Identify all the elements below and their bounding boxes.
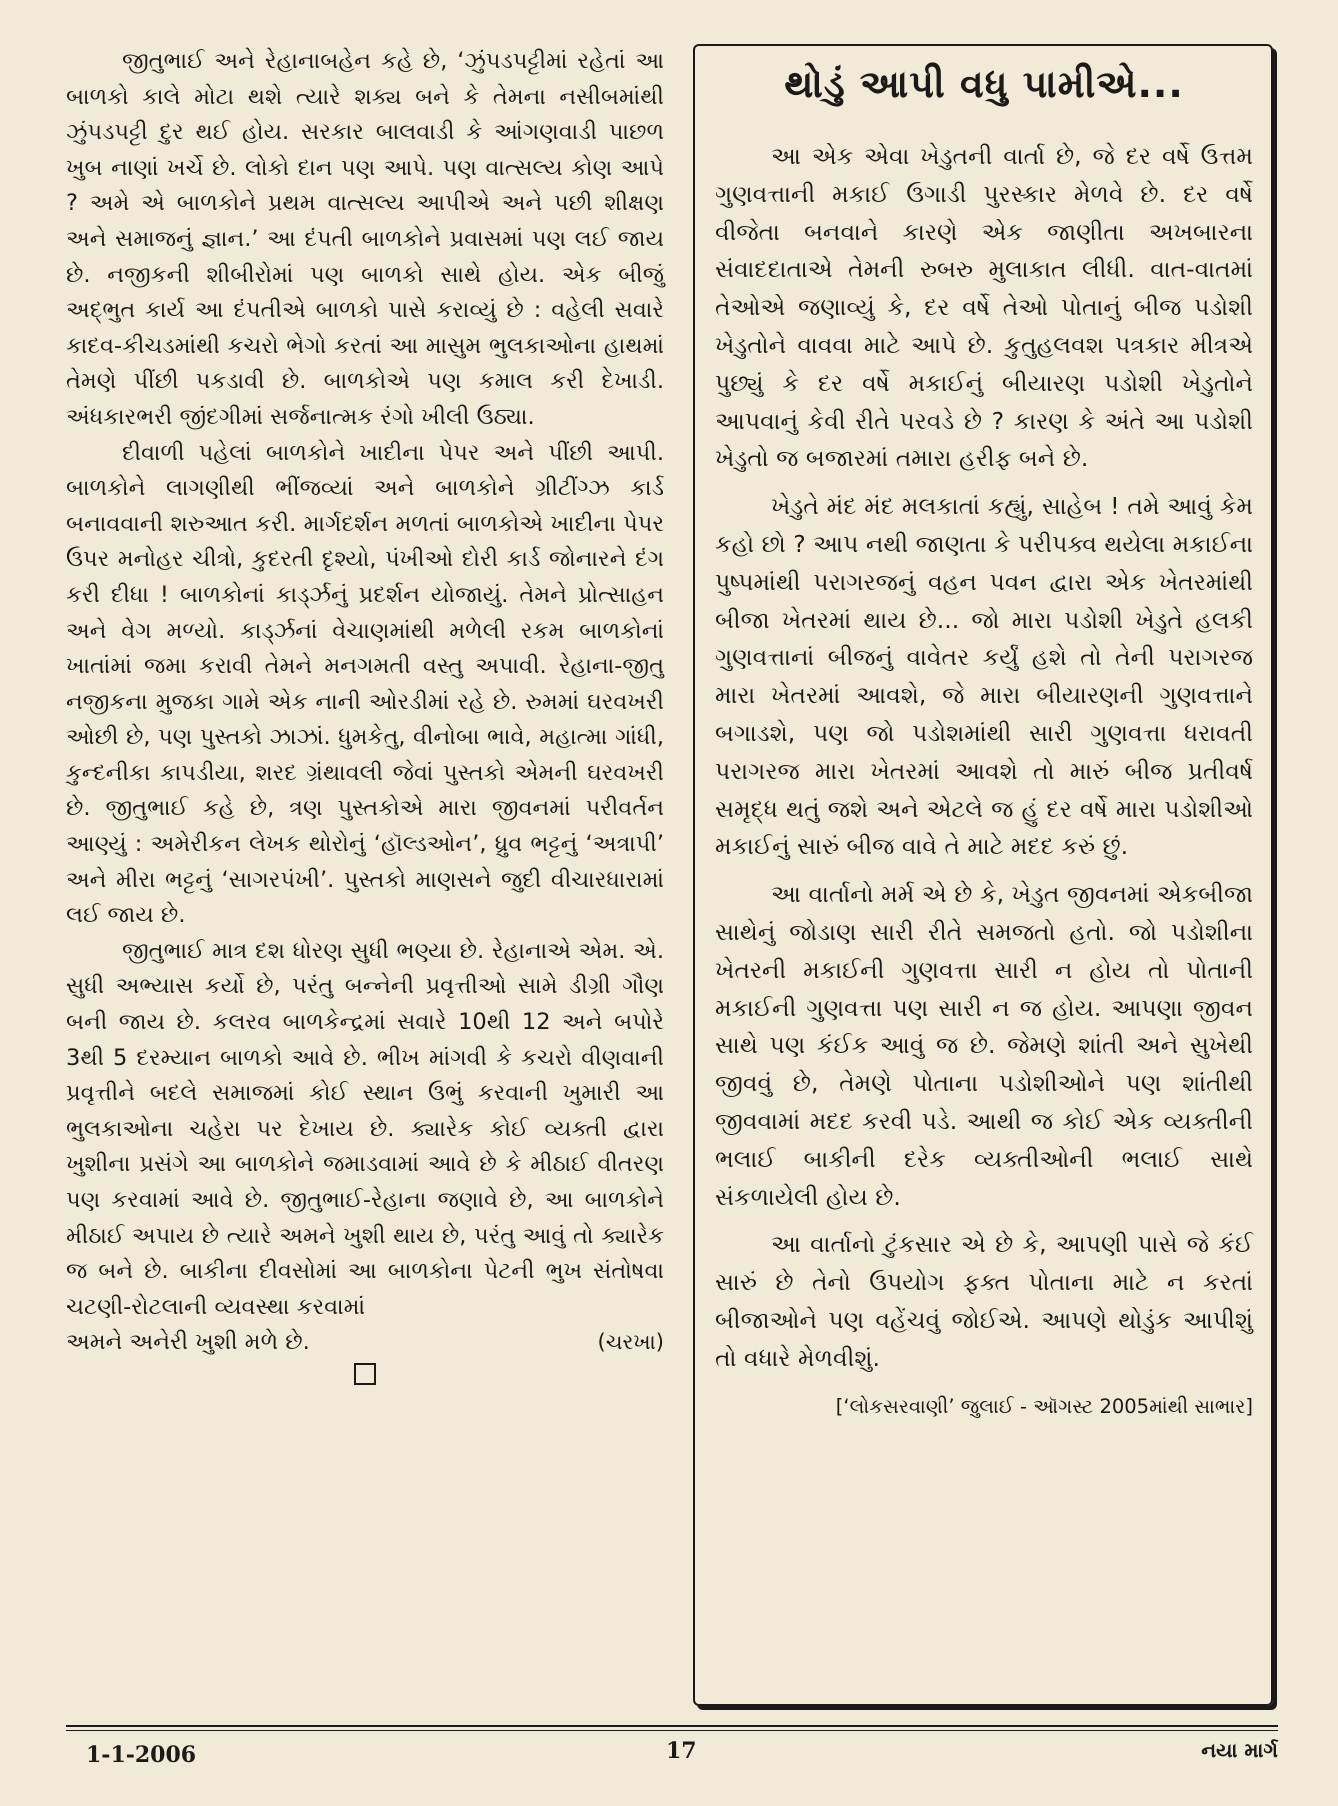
end-of-article-square-icon: [354, 1363, 376, 1385]
closing-line: [66, 1325, 664, 1361]
box-paragraph-3: આ વાર્તાનો મર્મ એ છે કે, ખેડુત જીવનમાં એકબીજા સાથેનું જોડાણ સારી રીતે સમજતો હતો. જો પડોશીના ખેતરની મકાઈની ગુણવત્તા સારી ન હોય તો પોતાની મકાઈની ગુણવત્તા પણ સારી ન જ હોય. આપણા જીવન સાથે પણ કંઈક આવું જ છે. જેમણે શાંતી અને સુખેથી જીવવું છે, તેમણે પોતાના પડોશીઓને પણ શાંતીથી જીવવામાં મદદ કરવી પડે. આથી જ કોઈ એક વ્યક્તીની ભલાઈ બાકીની દરેક વ્યક્તીઓની ભલાઈ સાથે સંકળાયેલી હોય છે.: [715, 880, 1253, 1211]
page-number: 17: [666, 1738, 697, 1764]
magazine-name: નયા માર્ગ: [1201, 1738, 1278, 1762]
left-paragraph-3: જીતુભાઈ માત્ર દશ ધોરણ સુધી ભણ્યા છે. રેહાનાએ એમ. એ. સુધી અભ્યાસ કર્યો છે, પરંતુ બન્નેની પ્રવૃત્તીઓ સામે ડીગ્રી ગૌણ બની જાય છે. કલરવ બાળકેન્દ્રમાં સવારે 10થી 12 અને બપોરે 3થી 5 દરમ્યાન બાળકો આવે છે. ભીખ માંગવી કે કચરો વીણવાની પ્રવૃત્તીને બદલે સમાજમાં કોઈ સ્થાન ઉભું કરવાની ખુમારી આ ભુલકાઓના ચહેરા પર દેખાય છે. ક્યારેક કોઈ વ્યક્તી દ્વારા ખુશીના પ્રસંગે આ બાળકોને જમાડવામાં આવે છે કે મીઠાઈ વીતરણ પણ કરવામાં આવે છે. જીતુભાઈ-રેહાના જણાવે છે, આ બાળકોને મીઠાઈ અપાય છે ત્યારે અમને ખુશી થાય છે, પરંતુ આવું તો ક્યારેક જ બને છે. બાકીના દીવસોમાં આ બાળકોના પેટની ભુખ સંતોષવા ચટણી-રોટલાની વ્યવસ્થા કરવામાં: [66, 937, 664, 1320]
left-article-column: [66, 44, 664, 1385]
box-paragraph-1: આ એક એવા ખેડુતની વાર્તા છે, જે દર વર્ષે ઉત્તમ ગુણવત્તાની મકાઈ ઉગાડી પુરસ્કાર મેળવે છે. દર વર્ષે વીજેતા બનવાને કારણે એક જાણીતા અખબારના સંવાદદાતાએ તેમની રુબરુ મુલાકાત લીધી. વાત-વાતમાં તેઓએ જણાવ્યું કે, દર વર્ષે તેઓ પોતાનું બીજ પડોશી ખેડુતોને વાવવા માટે આપે છે. કુતુહલવશ પત્રકાર મીત્રએ પુછ્યું કે દર વર્ષે મકાઈનું બીયારણ પડોશી ખેડુતોને આપવાનું કેવી રીતે પરવડે છે ? કારણ કે અંતે આ પડોશી ખેડુતો જ બજારમાં તમારા હરીફ બને છે.: [715, 142, 1253, 473]
left-paragraph-2: દીવાળી પહેલાં બાળકોને ખાદીના પેપર અને પીંછી આપી. બાળકોને લાગણીથી ભીંજવ્યાં અને બાળકોને ગ્રીટીંગ્ઝ કાર્ડ બનાવવાની શરુઆત કરી. માર્ગદર્શન મળતાં બાળકોએ ખાદીના પેપર ઉપર મનોહર ચીત્રો, કુદરતી દૃશ્યો, પંખીઓ દોરી કાર્ડ જોનારને દંગ કરી દીધા ! બાળકોનાં કાર્ડ્ઝનું પ્રદર્શન યોજાયું. તેમને પ્રોત્સાહન અને વેગ મળ્યો. કાર્ડ્ઝનાં વેચાણમાંથી મળેલી રકમ બાળકોનાં ખાતાંમાં જમા કરાવી તેમને મનગમતી વસ્તુ અપાવી. રેહાના-જીતુ નજીકના મુજકા ગામે એક નાની ઓરડીમાં રહે છે. રુમમાં ઘરવખરી ઓછી છે, પણ પુસ્તકો ઝાઝાં. ધુમકેતુ, વીનોબા ભાવે, મહાત્મા ગાંધી, કુન્દનીકા કાપડીયા, શરદ ગ્રંથાવલી જેવાં પુસ્તકો એમની ઘરવખરી છે. જીતુભાઈ કહે છે, ત્રણ પુસ્તકોએ મારા જીવનમાં પરીવર્તન આણ્યું : અમેરીકન લેખક થોરોનું ‘હૉલ્ડઓન’, ધ્રુવ ભટ્ટનું ‘અત્રાપી’ અને મીરા ભટ્ટનું ‘સાગરપંખી’. પુસ્તકો માણસને જુદી વીચારધારામાં લઈ જાય છે.: [66, 439, 664, 929]
closing-sentence: અમને અનેરી ખુશી મળે છે.: [66, 1329, 310, 1356]
box-credit: [‘લોકસરવાણી’ જુલાઈ - ઑગસ્ટ 2005માંથી સાભાર]: [835, 1394, 1253, 1418]
footer-rule: [66, 1725, 1278, 1727]
source-note: (ચરખા): [597, 1330, 664, 1355]
box-body: [715, 138, 1253, 1425]
story-box: [693, 44, 1273, 1706]
left-paragraph-1: જીતુભાઈ અને રેહાનાબહેન કહે છે, ‘ઝુંપડપટ્ટીમાં રહેતાં આ બાળકો કાલે મોટા થશે ત્યારે શક્ય બને કે તેમના નસીબમાંથી ઝુંપડપટ્ટી દુર થઈ હોય. સરકાર બાલવાડી કે આંગણવાડી પાછળ ખુબ નાણાં ખર્ચે છે. લોકો દાન પણ આપે. પણ વાત્સલ્ય કોણ આપે ? અમે એ બાળકોને પ્રથમ વાત્સલ્ય આપીએ અને પછી શીક્ષણ અને સમાજનું જ્ઞાન.’ આ દંપતી બાળકોને પ્રવાસમાં પણ લઈ જાય છે. નજીકની શીબીરોમાં પણ બાળકો સાથે હોય. એક બીજું અદ્ભુત કાર્ય આ દંપતીએ બાળકો પાસે કરાવ્યું છે : વહેલી સવારે કાદવ-કીચડમાંથી કચરો ભેગો કરતાં આ માસુમ ભુલકાઓના હાથમાં તેમણે પીંછી પકડાવી છે. બાળકોએ પણ કમાલ કરી દેખાડી. અંધકારભરી જીંદગીમાં સર્જનાત્મક રંગો ખીલી ઉઠ્યા.: [66, 48, 664, 430]
box-title: થોડું આપી વધુ પામીએ...: [784, 62, 1184, 106]
box-paragraph-4: આ વાર્તાનો ટુંકસાર એ છે કે, આપણી પાસે જે કંઈ સારું છે તેનો ઉપયોગ ફક્ત પોતાના માટે ન કરતાં બીજાઓને પણ વહેંચવું જોઈએ. આપણે થોડુંક આપીશું તો વધારે મેળવીશું.: [715, 1230, 1253, 1372]
footer-date: 1-1-2006: [86, 1742, 197, 1768]
box-paragraph-2: ખેડુતે મંદ મંદ મલકાતાં કહ્યું, સાહેબ ! તમે આવું કેમ કહો છો ? આપ નથી જાણતા કે પરીપક્વ થયેલા મકાઈના પુષ્પમાંથી પરાગરજનું વહન પવન દ્વારા એક ખેતરમાંથી બીજા ખેતરમાં થાય છે... જો મારા પડોશી ખેડુતે હલકી ગુણવત્તાનાં બીજનું વાવેતર કર્યું હશે તો તેની પરાગરજ મારા ખેતરમાં આવશે, જે મારા બીયારણની ગુણવત્તાને બગાડશે, પણ જો પડોશમાંથી સારી ગુણવત્તા ધરાવતી પરાગરજ મારા ખેતરમાં આવશે તો મારું બીજ પ્રતીવર્ષ સમૃદ્ધ થતું જશે અને એટલે જ હું દર વર્ષે મારા પડોશીઓ મકાઈનું સારું બીજ વાવે તે માટે મદદ કરું છું.: [715, 492, 1253, 861]
footer-rule-thin: [66, 1730, 1278, 1731]
